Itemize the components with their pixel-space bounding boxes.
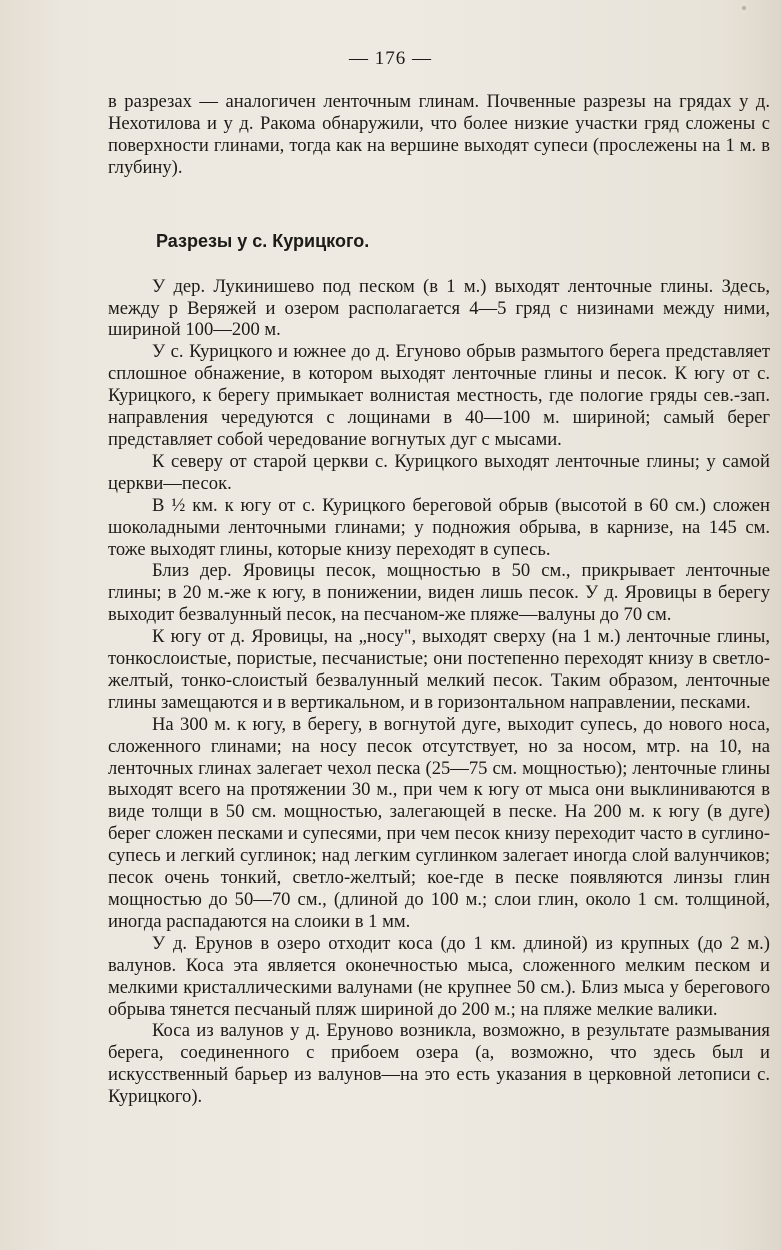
paragraph-continuation: в разрезах — аналогичен ленточным глинам. Почвенные разрезы на грядах у д. Нехотилова и у д. Ракома обнаружили, что более низкие участки гряд сложены с поверхности глинами, тогда как на вершине выходят супеси (прослежены на 1 м. в глубину). bbox=[108, 91, 770, 178]
section-heading: Разрезы у с. Курицкого. bbox=[156, 230, 370, 251]
paragraph-erunovo-spit: У д. Ерунов в озеро отходит коса (до 1 км. длиной) из крупных (до 2 м.) валунов. Коса эта является оконечностью мыса, сложенного мелким песком и мелкими кристаллическими валунами (не крупнее 50 см.). Близ мыса у берегового обрыва тянется песчаный пляж шириной до 200 м.; на пляже мелкие валики. bbox=[108, 932, 770, 1020]
page-number: — 176 — bbox=[349, 48, 432, 69]
paragraph-lukinishevo: У дер. Лукинишево под песком (в 1 м.) выходят ленточные глины. Здесь, между р Веряжей и озером располагается 4—5 гряд с низинами между ними, шириной 100—200 м. bbox=[108, 275, 770, 341]
paragraph-300m-south: На 300 м. к югу, в берегу, в вогнутой дуге, выходит супесь, до нового носа, сложенного глинами; на носу песок отсутствует, но за носом, мтр. на 10, на ленточных глинах залегает чехол песка (25—75 см. мощностью); ленточные глины выходят всего на протяжении 30 м., при чем к югу от мыса они выклиниваются в виде толщи в 50 см. мощностью, залегающей в песке. На 200 м. к югу (в дуге) берег сложен песками и супесями, при чем песок книзу переходит часто в суглино-супесь и легкий суглинок; над легким суглинком залегает иногда слой валунчиков; песок очень тонкий, светло-желтый; кое-где в песке появляются линзы глин мощностью до 50—70 см., (длиной до 100 м.; слои глин, около 1 см. толщиной, иногда распадаются на слоики в 1 мм. bbox=[108, 713, 770, 932]
paragraph-yarovitsy: Близ дер. Яровицы песок, мощностью в 50 см., прикрывает ленточные глины; в 20 м.-же к югу, в понижении, виден лишь песок. У д. Яровицы в берегу выходит безвалунный песок, на песчаном-же пляже—валуны до 70 см. bbox=[108, 560, 770, 626]
paragraph-old-church: К северу от старой церкви с. Курицкого выходят ленточные глины; у самой церкви—песок. bbox=[108, 450, 770, 494]
paragraph-south-of-yarovitsy: К югу от д. Яровицы, на „носу", выходят сверху (на 1 м.) ленточные глины, тонкослоистые, пористые, песчанистые; они постепенно переходят книзу в светло-желтый, тонко-слоистый безвалунный мелкий песок. Таким образом, ленточные глины замещаются и в вертикальном, и в горизонтальном направлении, песками. bbox=[108, 626, 770, 713]
paragraph-half-km-south: В ½ км. к югу от с. Курицкого береговой обрыв (высотой в 60 см.) сложен шоколадными ленточными глинами; у подножия обрыва, в карнизе, на 145 см. тоже выходят глины, которые книзу переходят в супесь. bbox=[108, 494, 770, 560]
paper-speck bbox=[742, 6, 746, 10]
paragraph-boulder-spit-origin: Коса из валунов у д. Еруново возникла, возможно, в результате размывания берега, соединенного с прибоем озера (а, возможно, что здесь был и искусственный барьер из валунов—на это есть указания в церковной летописи с. Курицкого). bbox=[108, 1020, 770, 1108]
paragraph-kuritskoe-egunovo: У с. Курицкого и южнее до д. Егуново обрыв размытого берега представляет сплошное обнажение, в котором выходят ленточные глины и песок. К югу от с. Курицкого, к берегу примыкает волнистая местность, где пологие гряды сев.-зап. направления чередуются с лощинами в 40—100 м. шириной; самый берег представляет собой чередование вогнутых дуг с мысами. bbox=[108, 341, 770, 450]
page-content bbox=[108, 91, 770, 1108]
